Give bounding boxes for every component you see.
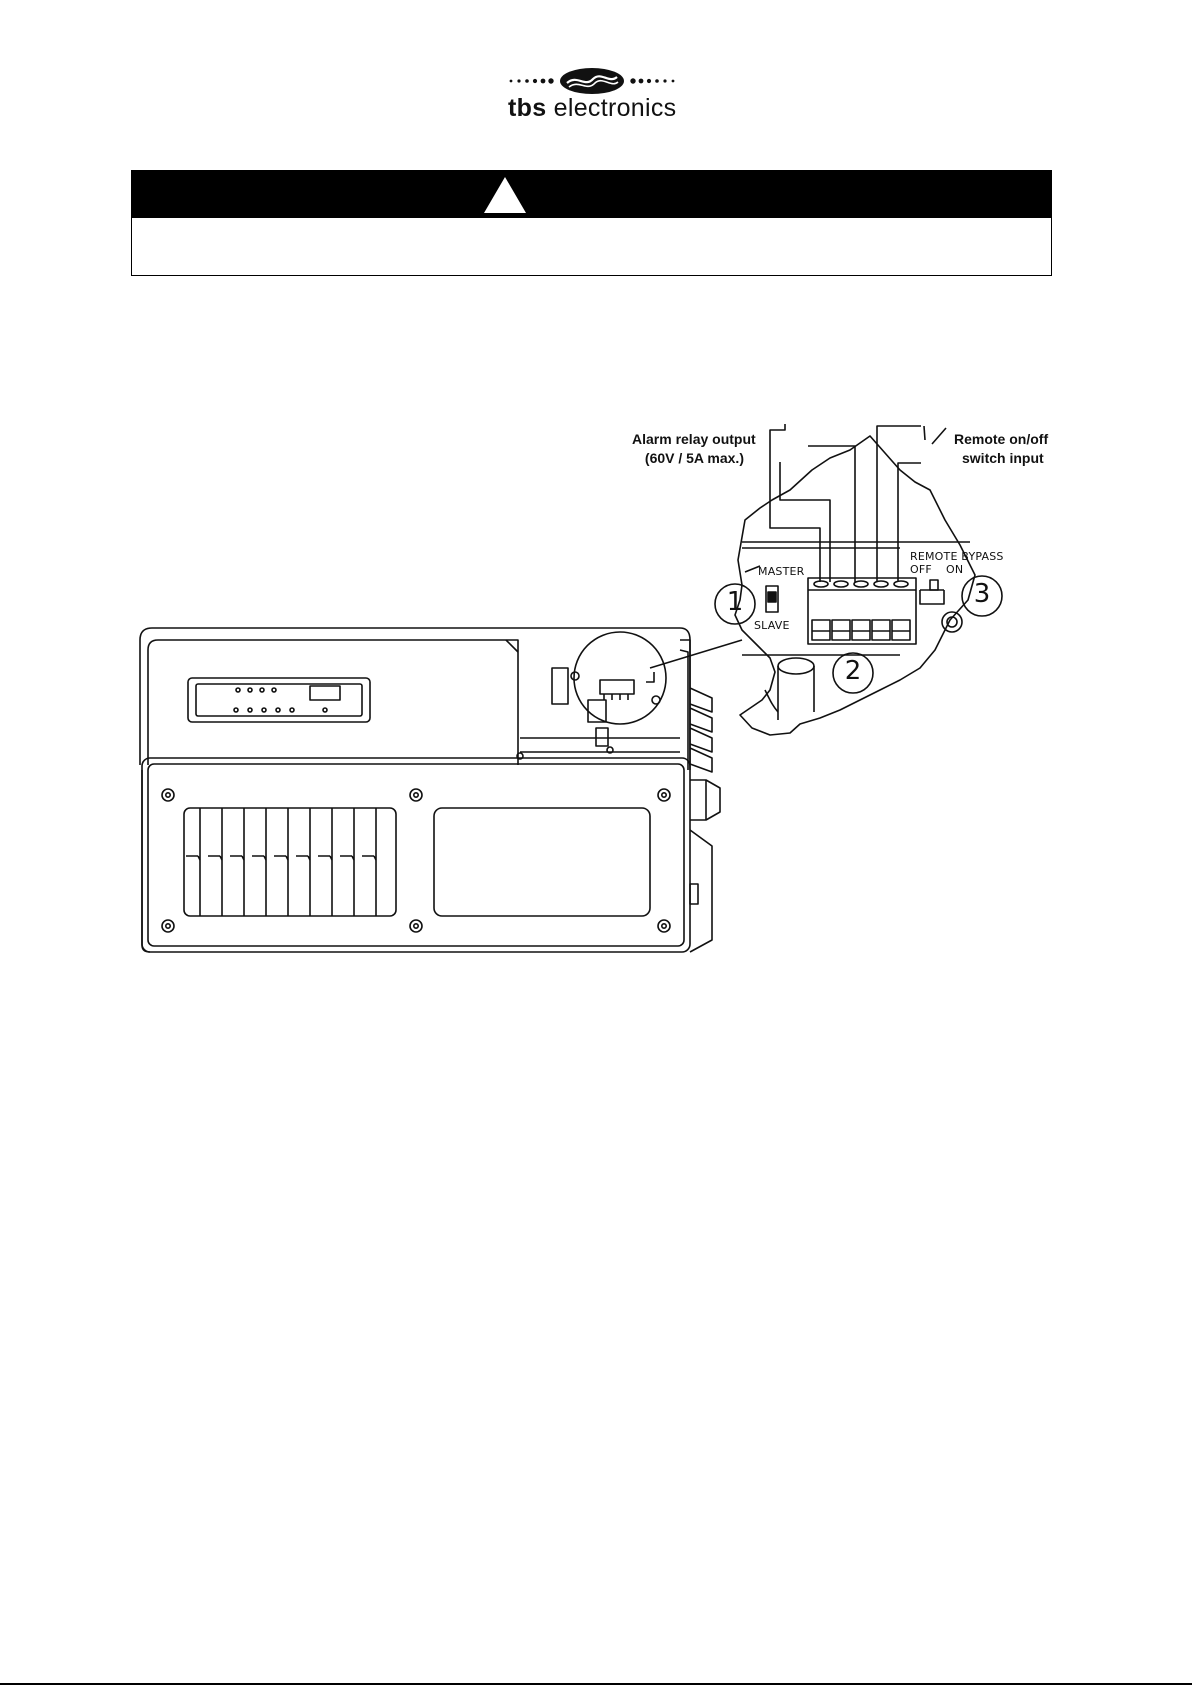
bypass-on-label: ON — [946, 563, 964, 576]
screws — [162, 789, 670, 932]
alarm-relay-callout-line2: (60V / 5A max.) — [644, 450, 744, 466]
remote-switch-callout-line2: switch input — [962, 450, 1044, 466]
logo-text-bold: tbs — [508, 94, 547, 122]
vent-slats — [186, 808, 376, 916]
master-label: MASTER — [758, 565, 805, 578]
bypass-off-label: OFF — [910, 563, 932, 576]
alarm-relay-callout-line1: Alarm relay output — [632, 431, 756, 447]
callout-number-2: 2 — [844, 656, 862, 686]
remote-bypass-label: REMOTE BYPASS — [910, 550, 1004, 563]
remote-switch-callout-line1: Remote on/off — [954, 431, 1049, 447]
slave-label: SLAVE — [754, 619, 790, 632]
logo-text-rest: electronics — [546, 94, 677, 122]
callout-number-3: 3 — [973, 579, 991, 609]
callout-number-1: 1 — [726, 587, 744, 617]
